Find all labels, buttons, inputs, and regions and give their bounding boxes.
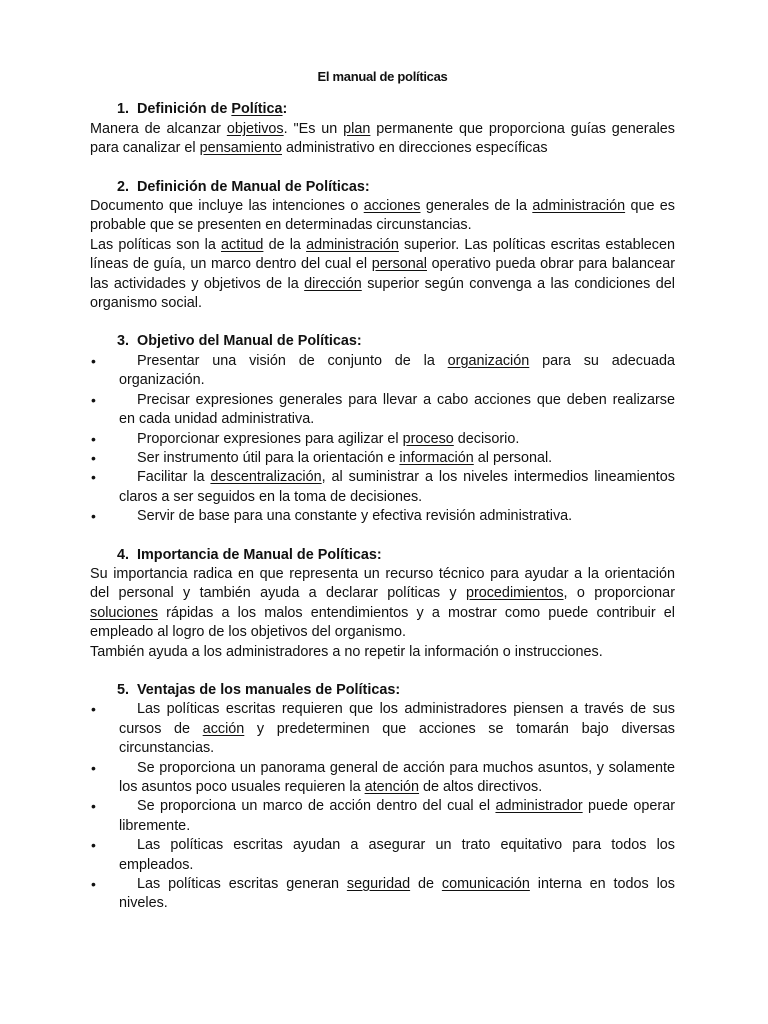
section-number: 5. [117, 681, 130, 698]
text: administrativo en direcciones específicas [282, 140, 548, 157]
spacer [90, 527, 675, 546]
section-5-heading [90, 681, 675, 700]
link-direccion[interactable]: dirección [304, 275, 362, 292]
text: Se proporciona un marco de acción dentro del cual el [137, 798, 496, 815]
text: decisorio. [453, 430, 520, 447]
list-item [90, 352, 675, 391]
link-actitud[interactable]: actitud [221, 236, 264, 253]
text: de altos directivos. [419, 779, 543, 795]
spacer [90, 313, 675, 332]
section-heading-text [137, 100, 287, 119]
text: y predeterminen que acciones se tomarán bajo diversas circunstancias. [119, 720, 675, 757]
text: Las políticas escritas requieren que los administradores piensen a través de sus cursos de [119, 701, 675, 737]
spacer [90, 662, 675, 681]
text: puede operar libremente. [119, 798, 675, 834]
list-item [90, 391, 675, 430]
heading-text: Definición de [137, 101, 232, 118]
objectives-list [90, 352, 675, 527]
heading-colon: : [282, 101, 288, 118]
link-accion[interactable]: acción [202, 720, 245, 737]
list-item [90, 430, 675, 449]
advantages-list [90, 700, 675, 913]
section-number: 3. [117, 333, 130, 350]
section-3-heading [90, 332, 675, 351]
link-organizacion[interactable]: organización [447, 352, 530, 369]
link-comunicacion[interactable]: comunicación [441, 876, 530, 893]
text: Precisar expresiones generales para llevar a cabo acciones que deben realizarse en cada unidad administrativa. [119, 391, 675, 428]
section-number: 4. [117, 546, 130, 563]
text: operativo pueda obrar para balancear las actividades y objetivos de la [90, 256, 676, 292]
section-heading-text: Definición de Manual de Políticas: [137, 178, 370, 195]
link-administracion[interactable]: administración [532, 198, 626, 215]
text: Documento que incluye las intenciones o [90, 198, 364, 215]
text: al personal. [473, 449, 553, 466]
link-administrador[interactable]: administrador [495, 798, 583, 815]
text: Su importancia radica en que representa un recurso técnico para ayudar a la orientación del personal y también ayuda a declarar políticas y [90, 565, 675, 602]
text: , o proporcionar [563, 585, 675, 602]
section-heading-text: Ventajas de los manuales de Políticas: [137, 681, 401, 698]
section-4-heading [90, 546, 675, 565]
text: Presentar una visión de conjunto de la [137, 352, 448, 369]
text: Facilitar la [137, 469, 211, 486]
section-2-heading [90, 178, 675, 197]
text: para su adecuada organización. [119, 352, 675, 389]
link-personal[interactable]: personal [371, 256, 427, 273]
section-heading-text: Importancia de Manual de Políticas: [137, 546, 382, 563]
section-number: 1. [117, 101, 130, 118]
text: Se proporciona un panorama general de acción para muchos asuntos, y solamente los asuntos poco usuales requieren la [119, 759, 675, 795]
section-number: 2. [117, 178, 130, 195]
link-procedimientos[interactable]: procedimientos [465, 585, 564, 602]
section-2-paragraph-2 [90, 236, 675, 314]
list-item [90, 875, 675, 914]
link-plan[interactable]: plan [343, 120, 371, 137]
text: rápidas a los malos entendimientos y a mostrar como puede contribuir el empleado al logro de los objetivos del organismo. [90, 604, 675, 641]
text: Servir de base para una constante y efectiva revisión administrativa. [137, 508, 573, 525]
section-2-paragraph-1 [90, 197, 675, 236]
text: permanente que proporciona guías generales para canalizar el [90, 120, 675, 157]
link-politica[interactable]: Política [231, 101, 283, 118]
section-heading-text: Objetivo del Manual de Políticas: [137, 333, 362, 350]
list-item [90, 700, 675, 758]
text: . "Es un [283, 120, 344, 137]
list-item [90, 507, 675, 526]
link-descentralizacion[interactable]: descentralización [210, 469, 322, 486]
list-item [90, 449, 675, 468]
link-soluciones[interactable]: soluciones [90, 604, 158, 621]
section-4-paragraph-2: También ayuda a los administradores a no repetir la información o instrucciones. [90, 643, 603, 660]
text: que es probable que se presenten en determinadas circunstancias. [90, 198, 675, 234]
text: superior. Las políticas escritas establecen líneas de guía, un marco dentro del cual el [90, 236, 676, 273]
text: interna en todos los niveles. [119, 876, 675, 912]
text: Ser instrumento útil para la orientación e [137, 449, 400, 466]
link-pensamiento[interactable]: pensamiento [199, 140, 282, 157]
link-objetivos[interactable]: objetivos [226, 120, 284, 137]
section-1-paragraph [90, 120, 675, 159]
link-proceso[interactable]: proceso [402, 430, 454, 447]
link-atencion[interactable]: atención [364, 779, 420, 795]
link-acciones[interactable]: acciones [363, 198, 421, 215]
link-seguridad[interactable]: seguridad [346, 876, 411, 893]
text: de [410, 876, 442, 893]
section-1-heading [90, 100, 675, 119]
spacer [90, 159, 675, 178]
text: Las políticas son la [90, 236, 222, 253]
text: , al suministrar a los niveles intermedios lineamientos claros a ser seguidos en la toma de decisiones. [119, 469, 675, 505]
link-informacion[interactable]: información [399, 449, 474, 466]
text: Las políticas escritas generan [137, 876, 347, 893]
list-item [90, 468, 675, 507]
text: Proporcionar expresiones para agilizar el [137, 430, 403, 447]
text: Las políticas escritas ayudan a asegurar un trato equitativo para todos los empleados. [119, 837, 675, 873]
list-item [90, 836, 675, 875]
list-item [90, 759, 675, 798]
section-4-paragraph-1 [90, 565, 675, 643]
document-title: El manual de políticas [317, 69, 448, 84]
text: de la [263, 236, 307, 253]
text: generales de la [420, 198, 533, 215]
text: superior según convenga a las condiciones del organismo social. [90, 275, 675, 312]
link-administracion[interactable]: administración [306, 236, 399, 253]
list-item [90, 797, 675, 836]
text: Manera de alcanzar [90, 120, 227, 137]
